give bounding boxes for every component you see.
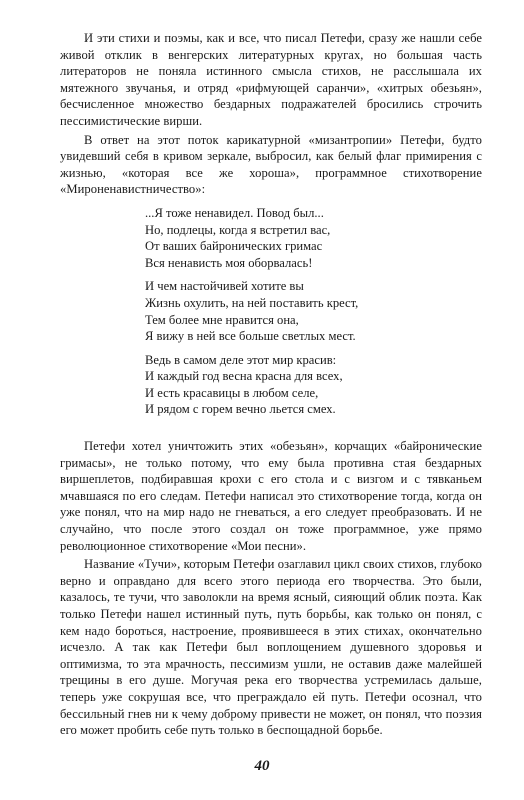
paragraph: И эти стихи и поэмы, как и все, что писал Петефи, сразу же нашли себе живой отклик в венгерских литературных кругах, но большая часть литераторов не поняла истинного смысла стихов, не расслышала их мятежного звучанья, и отряд «рифмующей саранчи», «хитрых обезьян», бесчисленное множество бездарных подражателей бросились строчить пессимистические вирши. — [60, 31, 482, 128]
poem-line: ...Я тоже ненавидел. Повод был... — [145, 205, 324, 220]
poem-quote — [145, 205, 482, 418]
poem-line: И есть красавицы в любом селе, — [145, 385, 319, 400]
poem-line: Вся ненависть моя оборвалась! — [145, 255, 313, 270]
poem-line: Жизнь охулить, на ней поставить крест, — [145, 295, 359, 310]
poem-line: Тем более мне нравится она, — [145, 312, 299, 327]
poem-line: Я вижу в ней все больше светлых мест. — [145, 329, 356, 344]
page-number: 40 — [254, 758, 270, 774]
poem-line: От ваших байронических гримас — [145, 239, 323, 254]
paragraph: В ответ на этот поток карикатурной «мизантропии» Петефи, будто увидевший себя в кривом зеркале, выбросил, как белый флаг примирения с жизнью, «которая все же хороша», программное стихотворение «Мироненавистничество»: — [60, 132, 482, 197]
poem-stanza — [145, 352, 482, 418]
poem-line: И каждый год весна красна для всех, — [145, 369, 343, 384]
poem-stanza — [145, 205, 482, 271]
poem-stanza — [145, 278, 482, 344]
poem-line: И чем настойчивей хотите вы — [145, 279, 304, 294]
page-text — [60, 30, 482, 741]
paragraph: Название «Тучи», которым Петефи озаглавил цикл своих стихов, глубоко верно и оправдано для всего этого периода его творчества. Это были, казалось, те тучи, что заволокли на время ясный, сияющий облик поэта. Как только Петефи нашел истинный путь, путь борьбы, как только он понял, с кем надо бороться, настроение, проявившееся в этих стихах, окончательно исчезло. А так как Петефи был воплощением душевного здоровья и оптимизма, то эта мрачность, пессимизм ушли, не оставив даже малейшей трещины в его душе. Могучая река его творчества устремилась дальше, теперь уже сокрушая все, что преграждало ей путь. Петефи осознал, что бессильный гнев ни к чему доброму привести не может, он понял, что поэзия его может пробить себе путь только в беспощадной борьбе. — [60, 557, 482, 738]
poem-line: Ведь в самом деле этот мир красив: — [145, 352, 337, 367]
poem-line: Но, подлецы, когда я встретил вас, — [145, 222, 331, 237]
paragraph: Петефи хотел уничтожить этих «обезьян», корчащих «байронические гримасы», не только потому, что ему была противна стая бездарных виршеплетов, подбиравшая крохи с его стола и с визгом и с тявканьем мчавшаяся по его следам. Петефи написал это стихотворение тогда, когда он уже понял, что на мир надо не гневаться, а его следует преобразовать. И не случайно, что после этого создал он тоже программное, уже прямо революционное стихотворение «Мои песни». — [60, 439, 482, 553]
poem-line: И рядом с горем вечно льется смех. — [145, 402, 336, 417]
